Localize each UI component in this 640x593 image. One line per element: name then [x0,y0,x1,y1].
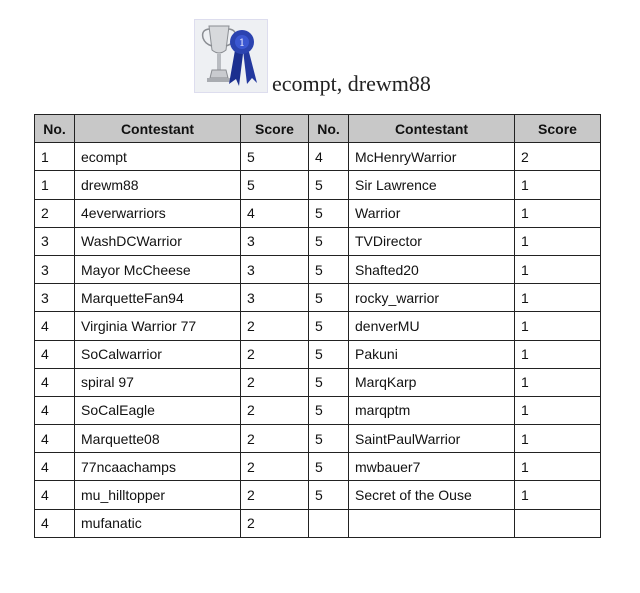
table-row [35,199,601,227]
contestant-cell: SoCalEagle [75,396,241,424]
rank-cell: 5 [309,227,349,255]
contestant-cell: SaintPaulWarrior [349,425,515,453]
rank-cell: 4 [35,340,75,368]
table-row [35,481,601,509]
table-row [35,340,601,368]
rank-cell: 1 [35,171,75,199]
rank-cell: 4 [35,481,75,509]
rank-cell: 4 [35,509,75,537]
contestant-cell: 4everwarriors [75,199,241,227]
score-cell: 2 [241,312,309,340]
score-cell: 5 [241,143,309,171]
score-cell: 3 [241,255,309,283]
table-row [35,453,601,481]
score-cell: 1 [515,171,601,199]
svg-text:1: 1 [238,38,246,49]
rank-cell: 4 [35,312,75,340]
contestant-cell: 77ncaachamps [75,453,241,481]
rank-cell: 5 [309,312,349,340]
column-header-score: Score [241,115,309,143]
contestant-cell: Mayor McCheese [75,255,241,283]
rank-cell: 5 [309,368,349,396]
header-row [35,115,601,143]
column-header-no: No. [35,115,75,143]
score-cell: 2 [241,340,309,368]
contestant-cell: mufanatic [75,509,241,537]
contestant-cell: marqptm [349,396,515,424]
contestant-cell: rocky_warrior [349,284,515,312]
contestant-cell: Secret of the Ouse [349,481,515,509]
contestant-cell: Pakuni [349,340,515,368]
rank-cell: 5 [309,199,349,227]
rank-cell: 4 [35,368,75,396]
score-cell: 1 [515,453,601,481]
score-cell: 2 [241,453,309,481]
score-cell: 1 [515,255,601,283]
score-cell: 5 [241,171,309,199]
results-body [35,143,601,538]
table-row [35,396,601,424]
rank-cell: 4 [35,453,75,481]
score-cell: 2 [241,509,309,537]
score-cell: 1 [515,425,601,453]
contestant-cell: Warrior [349,199,515,227]
contestant-cell: mwbauer7 [349,453,515,481]
rank-cell: 1 [35,143,75,171]
rank-cell: 5 [309,340,349,368]
score-cell: 2 [515,143,601,171]
contestant-cell: Marquette08 [75,425,241,453]
rank-cell: 3 [35,284,75,312]
winners-title: ecompt, drewm88 [272,71,431,96]
score-cell: 1 [515,284,601,312]
table-row [35,227,601,255]
rank-cell: 3 [35,255,75,283]
score-cell: 3 [241,227,309,255]
table-row [35,143,601,171]
contestant-cell: McHenryWarrior [349,143,515,171]
rank-cell [309,509,349,537]
rank-cell: 4 [35,396,75,424]
contestant-cell: MarqKarp [349,368,515,396]
score-cell: 1 [515,340,601,368]
rank-cell: 5 [309,481,349,509]
score-cell [515,509,601,537]
column-header-contestant: Contestant [349,115,515,143]
score-cell: 2 [241,368,309,396]
results-table [34,114,601,538]
trophy-icon [194,19,268,93]
contestant-cell [349,509,515,537]
score-cell: 2 [241,425,309,453]
score-cell: 1 [515,481,601,509]
contestant-cell: mu_hilltopper [75,481,241,509]
table-row [35,171,601,199]
contestant-cell: drewm88 [75,171,241,199]
score-cell: 2 [241,481,309,509]
score-cell: 3 [241,284,309,312]
rank-cell: 4 [35,425,75,453]
contestant-cell: denverMU [349,312,515,340]
rank-cell: 5 [309,284,349,312]
rank-cell: 2 [35,199,75,227]
contestant-cell: WashDCWarrior [75,227,241,255]
column-header-contestant: Contestant [75,115,241,143]
rank-cell: 5 [309,171,349,199]
contestant-cell: SoCalwarrior [75,340,241,368]
score-cell: 1 [515,227,601,255]
score-cell: 1 [515,199,601,227]
table-row [35,255,601,283]
rank-cell: 4 [309,143,349,171]
score-cell: 1 [515,312,601,340]
contestant-cell: ecompt [75,143,241,171]
score-cell: 1 [515,396,601,424]
contestant-cell: TVDirector [349,227,515,255]
score-cell: 4 [241,199,309,227]
contestant-cell: Sir Lawrence [349,171,515,199]
rank-cell: 5 [309,425,349,453]
rank-cell: 5 [309,396,349,424]
table-row [35,425,601,453]
table-row [35,312,601,340]
table-row [35,368,601,396]
contestant-cell: MarquetteFan94 [75,284,241,312]
contestant-cell: spiral 97 [75,368,241,396]
rank-cell: 5 [309,255,349,283]
column-header-no: No. [309,115,349,143]
score-cell: 2 [241,396,309,424]
rank-cell: 5 [309,453,349,481]
column-header-score: Score [515,115,601,143]
contestant-cell: Virginia Warrior 77 [75,312,241,340]
table-row [35,509,601,537]
rank-cell: 3 [35,227,75,255]
table-row [35,284,601,312]
score-cell: 1 [515,368,601,396]
contestant-cell: Shafted20 [349,255,515,283]
